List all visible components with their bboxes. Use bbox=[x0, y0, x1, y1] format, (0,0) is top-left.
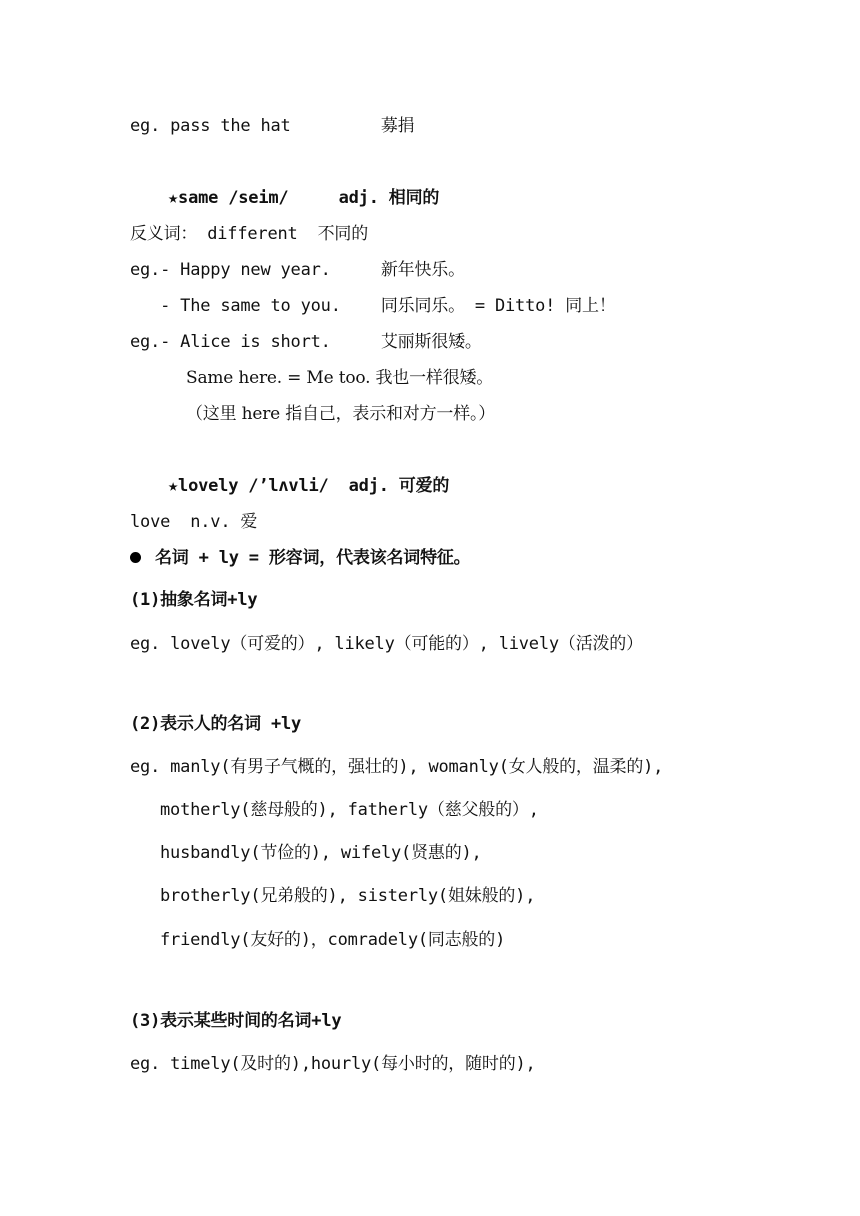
example-alice-short: eg.- Alice is short. 艾丽斯很矮。 bbox=[130, 332, 482, 352]
examples-person-nouns-5: friendly(友好的)，comradely(同志般的) bbox=[160, 930, 506, 950]
note-here-meaning: （这里 here 指自己，表示和对方一样。） bbox=[186, 404, 496, 424]
vocab-heading-same: ★same /seim/ adj. 相同的 bbox=[168, 188, 440, 208]
love-line: love n.v. 爱 bbox=[130, 512, 258, 532]
vocab-heading-lovely: ★lovely /’lʌvli/ adj. 可爱的 bbox=[168, 476, 450, 496]
section-heading-2: (2)表示人的名词 +ly bbox=[130, 714, 302, 734]
rule-line bbox=[130, 546, 470, 570]
examples-person-nouns-1: eg. manly(有男子气概的，强壮的), womanly(女人般的，温柔的), bbox=[130, 757, 664, 777]
examples-person-nouns-3: husbandly(节俭的), wifely(贤惠的), bbox=[160, 843, 482, 863]
antonym-line: 反义词： different 不同的 bbox=[130, 224, 369, 244]
bullet-icon bbox=[130, 552, 141, 563]
examples-time-nouns: eg. timely(及时的),hourly(每小时的，随时的), bbox=[130, 1054, 536, 1074]
section-heading-1: (1)抽象名词+ly bbox=[130, 590, 258, 610]
example-happy-new-year: eg.- Happy new year. 新年快乐。 bbox=[130, 260, 465, 280]
section-heading-3: (3)表示某些时间的名词+ly bbox=[130, 1011, 342, 1031]
rule-text: 名词 + ly = 形容词，代表该名词特征。 bbox=[155, 548, 471, 568]
examples-person-nouns-4: brotherly(兄弟般的), sisterly(姐妹般的), bbox=[160, 886, 536, 906]
example-same-here: Same here. = Me too. 我也一样很矮。 bbox=[186, 368, 494, 388]
example-pass-the-hat: eg. pass the hat 募捐 bbox=[130, 116, 415, 136]
example-same-to-you: - The same to you. 同乐同乐。 = Ditto! 同上！ bbox=[130, 296, 616, 316]
examples-person-nouns-2: motherly(慈母般的), fatherly（慈父般的）, bbox=[160, 800, 539, 820]
examples-abstract-nouns: eg. lovely（可爱的）, likely（可能的）, lively（活泼的） bbox=[130, 634, 643, 654]
